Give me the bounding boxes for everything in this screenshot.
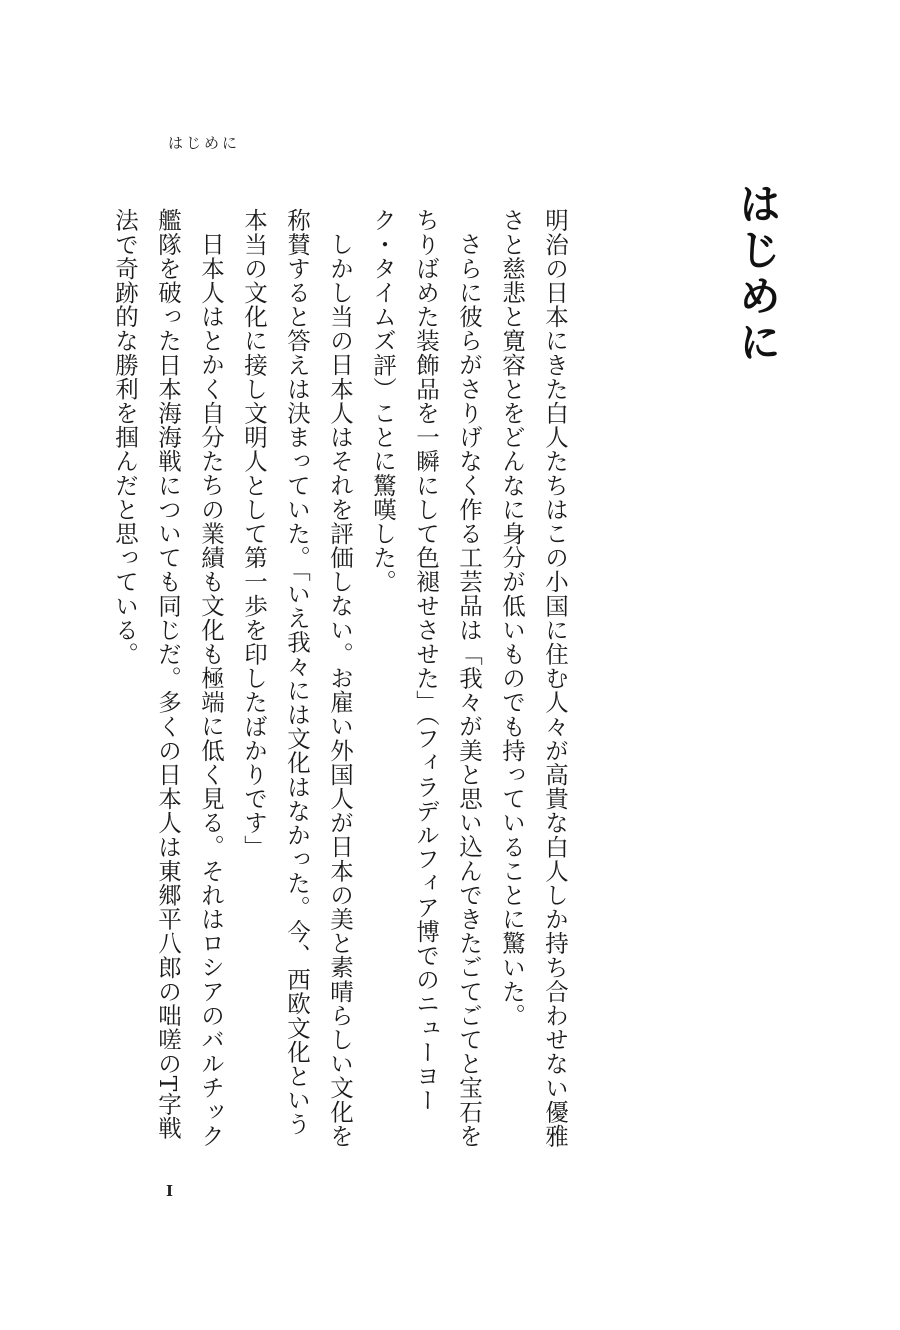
page-number: I [166, 1182, 174, 1200]
paragraph: しかし当の日本人はそれを評価しない。お雇い外国人が日本の美と素晴らしい文化を称賛すると答えは決まっていた。「いえ我々には文化はなかった。今、西欧文化という本当の文化に接し文明人として第一歩を印したばかりです」 [240, 208, 354, 1148]
body-text [111, 208, 576, 1148]
running-head: はじめに [168, 134, 241, 152]
paragraph: 明治の日本にきた白人たちはこの小国に住む人々が高貴な白人しか持ち合わせない優雅さと慈悲と寛容とをどんなに身分が低いものでも持っていることに驚いた。 [498, 208, 569, 1148]
chapter-title: はじめに [733, 182, 783, 366]
paragraph: 日本人はとかく自分たちの業績も文化も極端に低く見る。それはロシアのバルチック艦隊を破った日本海海戦についても同じだ。多くの日本人は東郷平八郎の咄嗟のT字戦法で奇跡的な勝利を掴んだと思っている。 [111, 208, 225, 1148]
paragraph: さらに彼らがさりげなく作る工芸品は「我々が美と思い込んできたごてごてと宝石をちりばめた装飾品を一瞬にして色褪せさせた」（フィラデルフィア博でのニューヨーク・タイムズ評）ことに驚嘆した。 [369, 208, 483, 1148]
